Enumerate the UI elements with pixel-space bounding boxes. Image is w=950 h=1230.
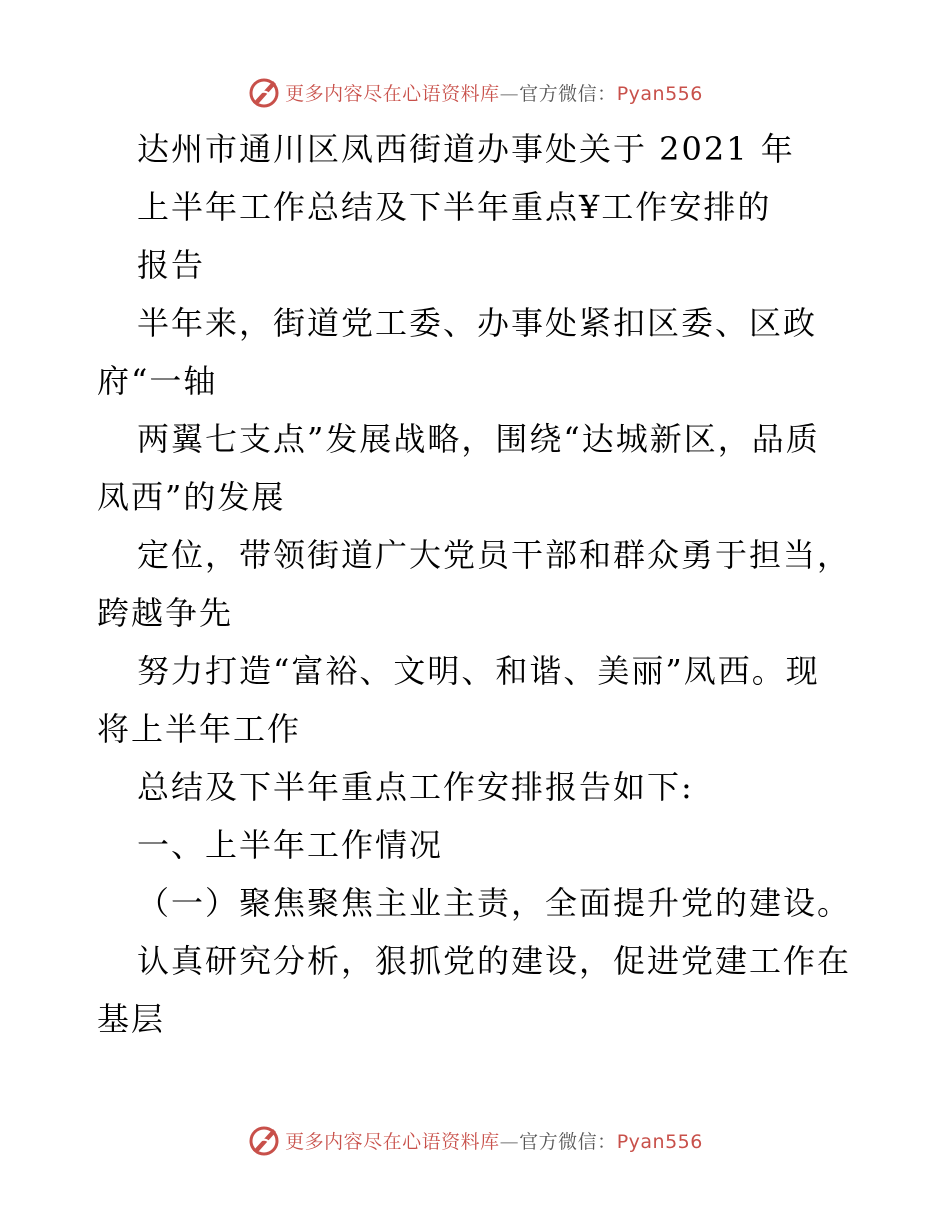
- text-line: 跨越争先: [97, 594, 234, 632]
- watermark-separator: —: [499, 82, 520, 105]
- text-line: 报告: [137, 246, 206, 284]
- watermark-official: 官方微信：: [519, 1130, 617, 1153]
- watermark-official: 官方微信：: [519, 82, 617, 105]
- quill-logo-icon: [247, 1123, 281, 1157]
- watermark-main: 更多内容尽在心语资料库: [285, 82, 500, 105]
- text-line: 基层: [97, 1000, 166, 1038]
- text-line: 上半年工作总结及下半年重点¥工作安排的: [137, 188, 772, 226]
- watermark-text: [285, 79, 703, 106]
- text-line: （一）聚焦聚焦主业主责，全面提升党的建设。: [137, 884, 852, 922]
- document-body: [97, 120, 867, 1048]
- watermark-id: Pyan556: [616, 82, 703, 105]
- text-line: 总结及下半年重点工作安排报告如下:: [137, 768, 694, 806]
- text-line: 凤西”的发展: [97, 478, 286, 516]
- text-line: 府“一轴: [97, 362, 218, 400]
- watermark-id: Pyan556: [616, 1130, 703, 1153]
- quill-logo-icon: [247, 75, 281, 109]
- header-watermark: [0, 72, 950, 112]
- watermark-separator: —: [499, 1130, 520, 1153]
- text-line: 定位，带领街道广大党员干部和群众勇于担当，: [137, 536, 852, 574]
- document-lines: [97, 120, 867, 1048]
- text-line: 将上半年工作: [97, 710, 302, 748]
- text-line: 两翼七支点”发展战略，围绕“达城新区，品质: [137, 420, 820, 458]
- text-line: 认真研究分析，狠抓党的建设，促进党建工作在: [137, 942, 852, 980]
- watermark-main: 更多内容尽在心语资料库: [285, 1130, 500, 1153]
- text-line: 达州市通川区凤西街道办事处关于 2021 年: [137, 130, 795, 168]
- text-line: 半年来，街道党工委、办事处紧扣区委、区政: [137, 304, 818, 342]
- footer-watermark: [0, 1120, 950, 1160]
- text-line: 一、上半年工作情况: [137, 826, 444, 864]
- text-line: 努力打造“富裕、文明、和谐、美丽”凤西。现: [137, 652, 820, 690]
- watermark-text: [285, 1127, 703, 1154]
